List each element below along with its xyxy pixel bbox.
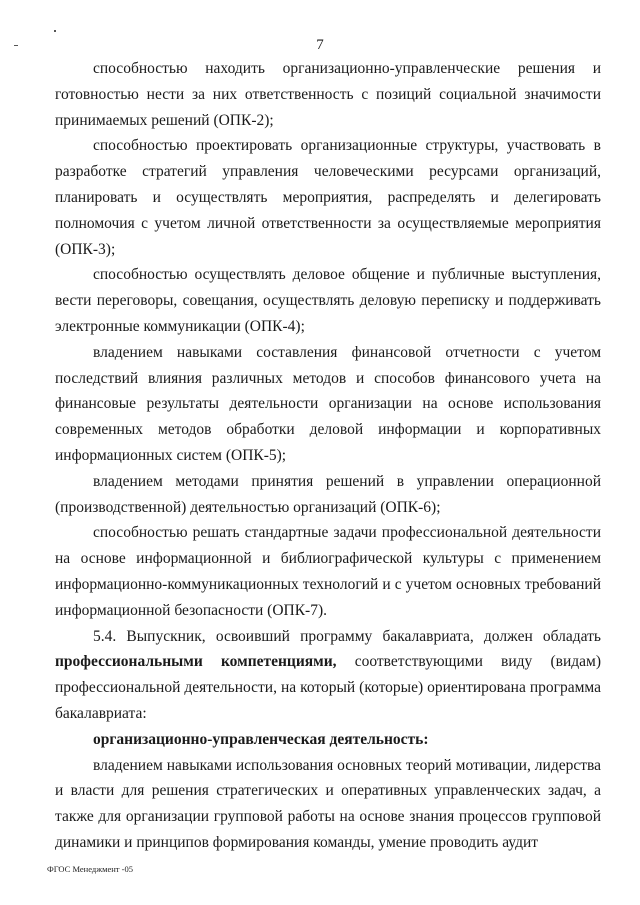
subheading-org-management: организационно-управленческая деятельность:	[93, 730, 429, 748]
footer-label: ФГОС Менеджмент -05	[47, 864, 133, 874]
paragraph-opk-2: способностью находить организационно-управленческие решения и готовностью нести за них ответственность с позиций социальной значимости принимаемых решений (ОПК-2);	[55, 60, 601, 129]
paragraph-section-5-4	[55, 624, 601, 727]
scan-speck	[54, 30, 56, 32]
paragraph-opk-6: владением методами принятия решений в управлении операционной (производственной) деятельностью организаций (ОПК-6);	[55, 472, 601, 516]
paragraph-opk-7: способностью решать стандартные задачи профессиональной деятельности на основе информационной и библиографической культуры с применением информационно-коммуникационных технологий и с учетом основных требований информационной безопасности (ОПК-7).	[55, 524, 601, 619]
paragraph-opk-4: способностью осуществлять деловое общение и публичные выступления, вести переговоры, совещания, осуществлять деловую переписку и поддерживать электронные коммуникации (ОПК-4);	[55, 266, 601, 335]
paragraph-opk-5: владением навыками составления финансовой отчетности с учетом последствий влияния различных методов и способов финансового учета на финансовые результаты деятельности организации на основе использования современных методов обработки деловой информации и корпоративных информационных систем (ОПК-5);	[55, 343, 601, 464]
page-number: 7	[316, 37, 324, 53]
section-5-4-rest: соответствующими виду (видам) профессиональной деятельности, на который (которые) ориентирована программа бакалавриата:	[55, 653, 601, 722]
section-5-4-bold-term: профессиональными компетенциями,	[55, 653, 337, 671]
paragraph-motivation: владением навыками использования основных теорий мотивации, лидерства и власти для решения стратегических и оперативных управленческих задач, а также для организации групповой работы на основе знания процессов групповой динамики и принципов формирования команды, умение проводить аудит	[55, 756, 601, 851]
paragraph-opk-3: способностью проектировать организационные структуры, участвовать в разработке стратегий управления человеческими ресурсами организаций, планировать и осуществлять мероприятия, распределять и делегировать полномочия с учетом личной ответственности за осуществляемые мероприятия (ОПК-3);	[55, 137, 601, 258]
document-body	[55, 56, 601, 856]
section-5-4-lead: 5.4. Выпускник, освоивший программу бакалавриата, должен обладать	[93, 627, 601, 645]
